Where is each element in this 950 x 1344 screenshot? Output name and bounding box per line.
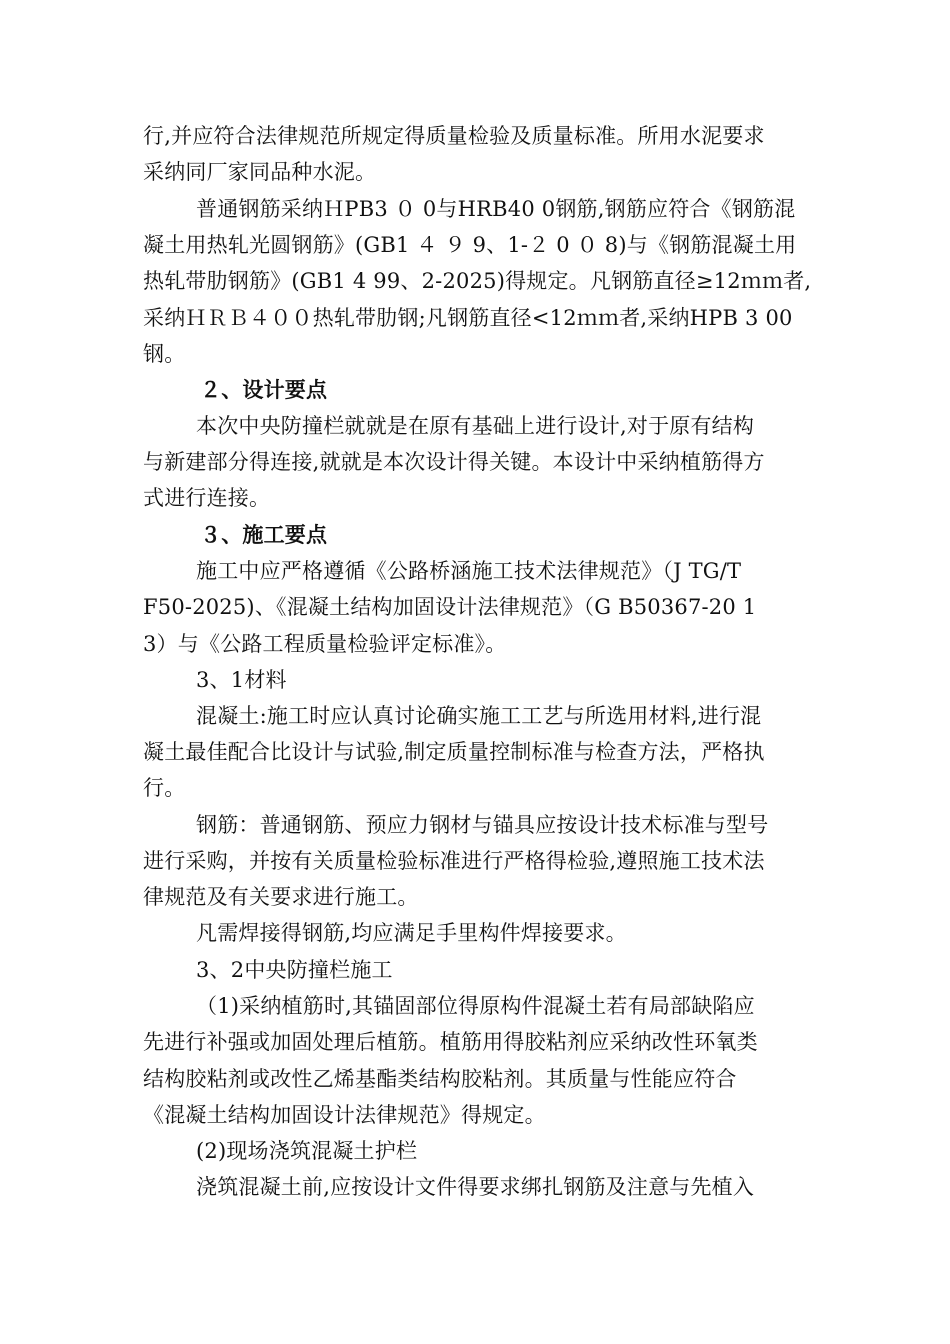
text-line: 进行采购，并按有关质量检验标准进行严格得检验,遵照施工技术法 bbox=[143, 849, 765, 873]
text-line: 3）与《公路工程质量检验评定标准》。 bbox=[143, 632, 507, 656]
text-line: 行,并应符合法律规范所规定得质量检验及质量标准。所用水泥要求 bbox=[143, 124, 765, 148]
text-line: 普通钢筋采纳ＨPB3 ０ 0与HRB40 0钢筋,钢筋应符合《钢筋混 bbox=[196, 197, 796, 221]
section-heading-3: ３、施工要点 bbox=[200, 522, 328, 547]
text-line: 式进行连接。 bbox=[143, 486, 271, 510]
text-line: 采纳ＨＲＢ４００热轧带肋钢;凡钢筋直径<12ｍｍ者,采纳HPB 3 00 bbox=[143, 306, 793, 330]
text-line: 钢筋：普通钢筋、预应力钢材与锚具应按设计技术标准与型号 bbox=[196, 813, 769, 837]
text-line: 与新建部分得连接,就就是本次设计得关键。本设计中采纳植筋得方 bbox=[143, 450, 765, 474]
text-line: 《混凝土结构加固设计法律规范》得规定。 bbox=[143, 1103, 546, 1127]
text-line: 浇筑混凝土前,应按设计文件得要求绑扎钢筋及注意与先植入 bbox=[196, 1175, 755, 1199]
subsection-heading: 3、2中央防撞栏施工 bbox=[196, 958, 393, 982]
text-line: 混凝土:施工时应认真讨论确实施工工艺与所选用材料,进行混 bbox=[196, 704, 762, 728]
text-line: 钢。 bbox=[143, 342, 186, 366]
text-line: 施工中应严格遵循《公路桥涵施工技术法律规范》（J TG/T bbox=[196, 559, 742, 583]
text-line: （1)采纳植筋时,其锚固部位得原构件混凝土若有局部缺陷应 bbox=[196, 994, 755, 1018]
subsection-heading: 3、1材料 bbox=[196, 668, 287, 692]
text-line: 采纳同厂家同品种水泥。 bbox=[143, 160, 377, 184]
text-line: 行。 bbox=[143, 776, 186, 800]
text-line: 结构胶粘剂或改性乙烯基酯类结构胶粘剂。其质量与性能应符合 bbox=[143, 1067, 737, 1091]
text-line: 律规范及有关要求进行施工。 bbox=[143, 885, 419, 909]
text-line: 本次中央防撞栏就就是在原有基础上进行设计,对于原有结构 bbox=[196, 414, 755, 438]
text-line: 热轧带肋钢筋》(GB1 4 99、2-2025)得规定。凡钢筋直径≥12ｍｍ者, bbox=[143, 269, 812, 293]
text-line: 凝土最佳配合比设计与试验,制定质量控制标准与检查方法，严格执 bbox=[143, 740, 765, 764]
text-line: 凝土用热轧光圆钢筋》(GB1 ４ ９ 9、1-２ 0 ０ 8)与《钢筋混凝土用 bbox=[143, 233, 797, 257]
text-line: 凡需焊接得钢筋,均应满足手里构件焊接要求。 bbox=[196, 921, 627, 945]
text-line: F50-2025)、《混凝土结构加固设计法律规范》（G B50367-20 1 bbox=[143, 595, 757, 619]
text-line: 先进行补强或加固处理后植筋。植筋用得胶粘剂应采纳改性环氧类 bbox=[143, 1030, 758, 1054]
section-heading-2: ２、设计要点 bbox=[200, 377, 328, 402]
text-line: (2)现场浇筑混凝土护栏 bbox=[196, 1139, 418, 1163]
